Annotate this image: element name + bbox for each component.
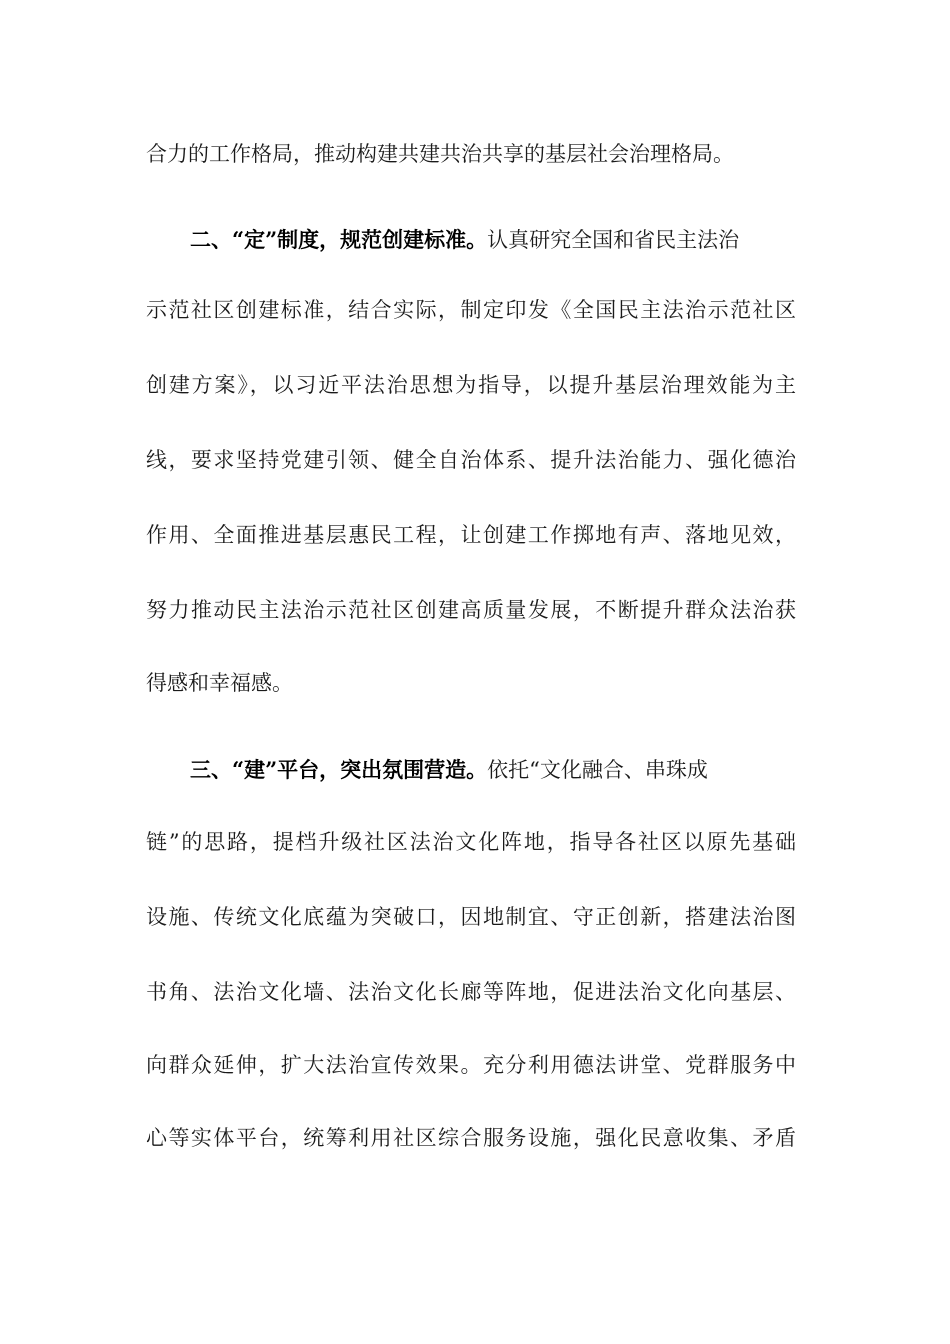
paragraph-line: 向群众延伸，扩大法治宣传效果。充分利用德法讲堂、党群服务中 [146,1053,796,1077]
paragraph-line: 线，要求坚持党建引领、健全自治体系、提升法治能力、强化德治 [146,448,796,472]
section-2-heading: 二、“定”制度，规范创建标准。 [190,227,488,252]
paragraph-line: 作用、全面推进基层惠民工程，让创建工作掷地有声、落地见效， [146,523,796,547]
paragraph-line: 书角、法治文化墙、法治文化长廊等阵地，促进法治文化向基层、 [146,980,796,1004]
section-2-first-line [190,220,796,260]
paragraph-line: 链”的思路，提档升级社区法治文化阵地，指导各社区以原先基础 [146,830,796,854]
section-3-first-line [190,750,796,790]
paragraph-line: 心等实体平台，统筹利用社区综合服务设施，强化民意收集、矛盾 [146,1126,796,1150]
paragraph-line: 设施、传统文化底蕴为突破口，因地制宜、守正创新，搭建法治图 [146,905,796,929]
paragraph-line: 合力的工作格局，推动构建共建共治共享的基层社会治理格局。 [146,142,734,166]
section-3-text: 依托“文化融合、串珠成 [487,758,708,782]
paragraph-line: 得感和幸福感。 [146,671,293,695]
section-3-heading: 三、“建”平台，突出氛围营造。 [190,757,488,782]
paragraph-line: 创建方案》，以习近平法治思想为指导，以提升基层治理效能为主 [146,373,796,397]
section-2-text: 认真研究全国和省民主法治 [487,228,740,252]
paragraph-line: 示范社区创建标准，结合实际，制定印发《全国民主法治示范社区 [146,298,796,322]
paragraph-line: 努力推动民主法治示范社区创建高质量发展，不断提升群众法治获 [146,598,796,622]
